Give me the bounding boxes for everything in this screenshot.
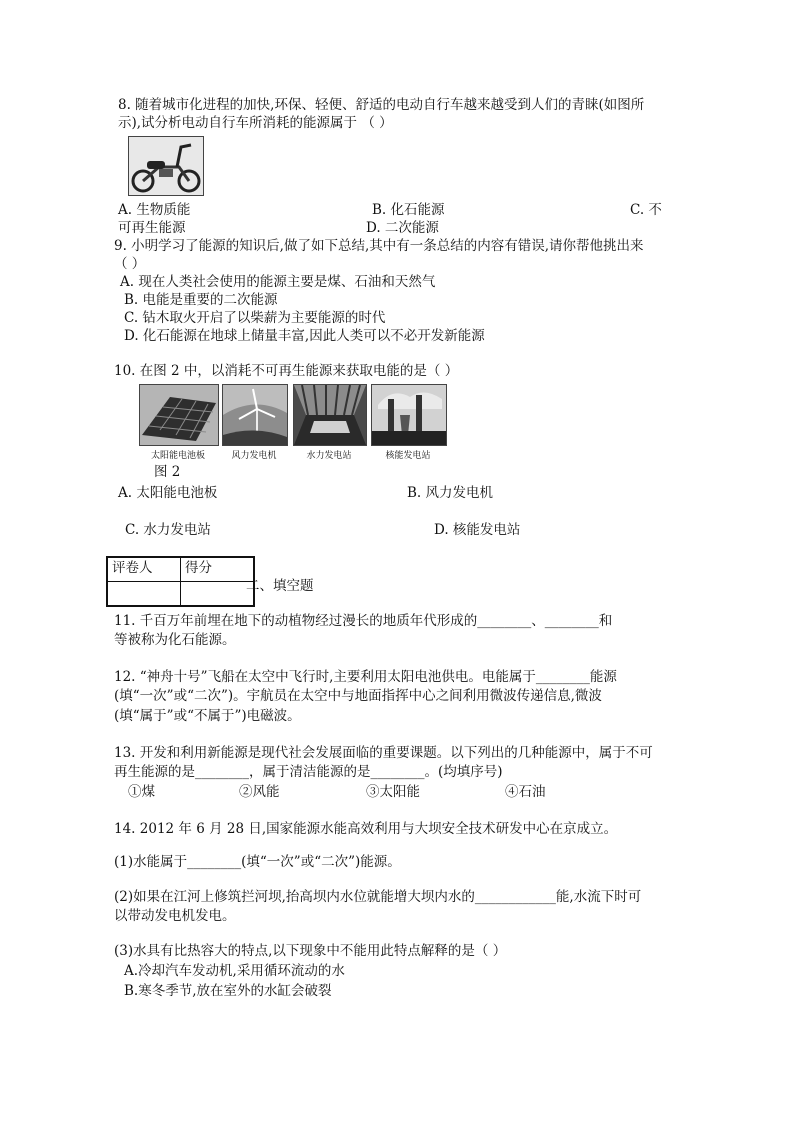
q9-option-a: A. 现在人类社会使用的能源主要是煤、石油和天然气	[120, 274, 436, 290]
q13-item-1: ①煤	[128, 784, 155, 800]
figure-caption-wind: 风力发电机	[231, 451, 277, 461]
wind-turbine-image	[222, 384, 288, 446]
q12-line3: (填“属于”或“不属于”)电磁波。	[114, 708, 301, 724]
q8-option-b: B. 化石能源	[372, 202, 445, 218]
score-table-header-score: 得分	[181, 557, 255, 582]
score-table-cell-grader[interactable]	[107, 582, 181, 607]
q13-line2: 再生能源的是________，属于清洁能源的是________。(均填序号)	[114, 764, 503, 780]
score-table	[106, 556, 255, 607]
q14-part2-line1: (2)如果在江河上修筑拦河坝,抬高坝内水位就能增大坝内水的____________能,水流下时可	[114, 889, 642, 905]
q12-line2: (填“一次”或“二次”)。宇航员在太空中与地面指挥中心之间利用微波传递信息,微波	[114, 688, 602, 704]
q8-option-c-part2: 可再生能源	[118, 220, 186, 236]
q14-part2-line2: 以带动发电机发电。	[114, 908, 236, 924]
q10-option-c: C. 水力发电站	[125, 522, 211, 538]
q8-stem-line1: 8. 随着城市化进程的加快,环保、轻便、舒适的电动自行车越来越受到人们的青睐(如图所	[118, 97, 645, 113]
q14-option-b: B.寒冬季节,放在室外的水缸会破裂	[124, 983, 332, 999]
q11-line2: 等被称为化石能源。	[114, 632, 236, 648]
q8-option-c-part1: C. 不	[630, 202, 662, 218]
q11-line1: 11. 千百万年前埋在地下的动植物经过漫长的地质年代形成的________、________和	[114, 613, 613, 629]
figure-label: 图 2	[154, 464, 181, 480]
score-table-cell-score[interactable]	[181, 582, 255, 607]
q9-option-b: B. 电能是重要的二次能源	[124, 292, 278, 308]
figure-caption-nuclear: 核能发电站	[385, 451, 431, 461]
q14-option-a: A.冷却汽车发动机,采用循环流动的水	[124, 963, 345, 979]
q8-option-a: A. 生物质能	[118, 202, 191, 218]
solar-panel-image	[139, 384, 219, 446]
score-table-header-grader: 评卷人	[107, 557, 181, 582]
q14-stem: 14. 2012 年 6 月 28 日,国家能源水能高效利用与大坝安全技术研发中心在京成立。	[114, 821, 618, 837]
figure-caption-hydro: 水力发电站	[306, 451, 352, 461]
q10-stem: 10. 在图 2 中，以消耗不可再生能源来获取电能的是（ ）	[114, 363, 459, 379]
q13-item-4: ④石油	[505, 784, 546, 800]
q8-option-d: D. 二次能源	[366, 220, 439, 236]
q9-stem-line1: 9. 小明学习了能源的知识后,做了如下总结,其中有一条总结的内容有错误,请你帮他挑出来	[114, 238, 644, 254]
q9-option-d: D. 化石能源在地球上储量丰富,因此人类可以不必开发新能源	[124, 328, 485, 344]
section-title: 二、填空题	[246, 578, 314, 594]
q12-line1: 12. “神舟十号”飞船在太空中飞行时,主要利用太阳电池供电。电能属于________能源	[114, 669, 617, 685]
q13-item-3: ③太阳能	[366, 784, 420, 800]
q14-part3: (3)水具有比热容大的特点,以下现象中不能用此特点解释的是（ ）	[114, 943, 507, 959]
q14-part1: (1)水能属于________(填“一次”或“二次”)能源。	[114, 854, 401, 870]
hydropower-station-image	[293, 384, 367, 446]
q10-option-b: B. 风力发电机	[407, 485, 494, 501]
q13-item-2: ②风能	[239, 784, 280, 800]
q10-option-a: A. 太阳能电池板	[118, 485, 218, 501]
electric-bicycle-image	[128, 136, 204, 196]
q9-stem-line2: （ ）	[114, 256, 146, 272]
q9-option-c: C. 钻木取火开启了以柴薪为主要能源的时代	[124, 310, 386, 326]
figure-caption-solar: 太阳能电池板	[150, 451, 205, 461]
q13-line1: 13. 开发和利用新能源是现代社会发展面临的重要课题。以下列出的几种能源中，属于不可	[114, 745, 653, 761]
q8-stem-line2: 示),试分析电动自行车所消耗的能源属于 （ ）	[118, 115, 393, 131]
nuclear-power-station-image	[371, 384, 447, 446]
q10-option-d: D. 核能发电站	[434, 522, 521, 538]
